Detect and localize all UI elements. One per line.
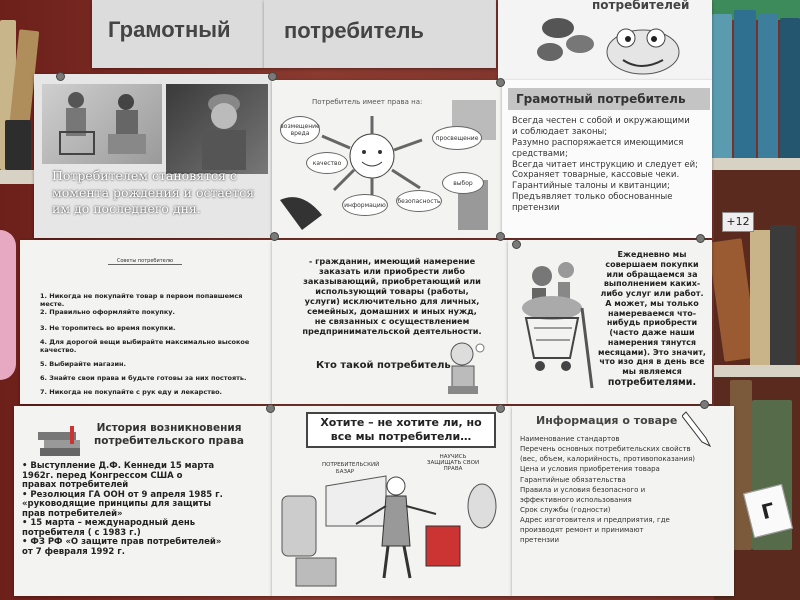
pin-4 [496, 232, 505, 241]
who-line-4: использующий товары (работы, [315, 286, 469, 296]
info-line-6: Правила и условия безопасного и [520, 485, 646, 494]
panel-cartoon [272, 406, 512, 596]
daily-line-3: или обращаемся за [606, 269, 698, 279]
advice-item-1: 1. Никогда не покупайте товар в первом попавшемся месте. [40, 292, 243, 308]
pin-8 [496, 404, 505, 413]
history-lines [22, 462, 223, 557]
daily-lines [596, 250, 708, 388]
history-line-6: прав потребителей» [22, 508, 123, 519]
bubble-education: просвещение [432, 126, 482, 150]
who-line-8: предпринимательской деятельности. [302, 326, 482, 336]
advice-item-7: 7. Никогда не покупайте с рук еду и лекарство. [40, 388, 223, 396]
panel-advice [20, 240, 272, 404]
cartoon-title-line-1: Хотите – не хотите ли, но [320, 416, 482, 429]
daily-line-5: либо услуг или работ. [600, 289, 704, 298]
advice-item-2: 2. Правильно оформляйте покупку. [40, 308, 175, 316]
pin-1 [56, 72, 65, 81]
info-line-7: эффективного использования [520, 495, 632, 504]
panel-rules [502, 80, 712, 238]
cartoon-sign-rights: НАУЧИСЬ ЗАЩИЩАТЬ СВОИ ПРАВА [426, 454, 480, 473]
who-line-2: заказать или приобрести либо [318, 266, 465, 276]
daily-line-6: А может, мы только [605, 298, 699, 308]
left-book-3 [5, 120, 31, 170]
who-lines [294, 256, 490, 336]
history-line-7: • 15 марта – международный день [22, 518, 196, 529]
history-line-9: • ФЗ РФ «О защите прав потребителей» [22, 537, 222, 548]
pin-5 [270, 232, 279, 241]
rules-line-6: Сохраняет товарные, кассовые чеки. [512, 170, 680, 181]
header-banner-right [264, 0, 496, 68]
daily-line-9: (часто даже наши [609, 328, 695, 337]
rights-title: Потребитель имеет права на: [312, 98, 423, 106]
cartoon-sign-bazaar: ПОТРЕБИТЕЛЬСКИЙ БАЗАР [322, 462, 380, 476]
right-shelf-top [710, 158, 800, 170]
right-book-6 [750, 230, 772, 370]
history-line-2: 1962г. перед Конгрессом США о [22, 470, 183, 481]
rules-line-9: претензии [512, 203, 560, 213]
right-shelf-bottom [714, 365, 800, 377]
who-line-6: семейных, домашних и иных нужд, [307, 306, 477, 316]
cartoon-title [306, 412, 496, 448]
panel-rights [272, 80, 502, 238]
pin-10 [696, 234, 705, 243]
cartoon-illustration [276, 466, 508, 592]
pin-6 [512, 240, 521, 249]
history-line-10: от 7 февраля 1992 г. [22, 546, 125, 557]
cartoon-title-line-2: все мы потребители… [330, 429, 472, 443]
rules-line-1: Всегда честен с собой и окружающими [512, 116, 690, 126]
pin-7 [266, 404, 275, 413]
who-line-7: не связанных с осуществлением [314, 316, 470, 326]
rules-line-4: средствами; [512, 148, 568, 159]
right-book-2 [734, 10, 756, 160]
daily-line-7: намереваемся что- [607, 308, 697, 318]
history-title-line-2: потребительского права [94, 434, 244, 447]
info-line-2: Перечень основных потребительских свойств [520, 445, 691, 454]
pin-9 [700, 400, 709, 409]
info-line-10: производят ремонт и принимают [520, 526, 644, 535]
photo-elderly-figure [184, 90, 264, 170]
info-line-11: претензии [520, 536, 560, 545]
right-book-7 [770, 225, 796, 375]
header-banner-left [92, 0, 264, 68]
pin-2 [268, 72, 277, 81]
daily-line-10: намерения тянутся [607, 337, 697, 347]
birth-text-line-3: им до последнего дня. [52, 201, 201, 216]
rules-line-5: Всегда читает инструкцию и следует ей; [512, 159, 698, 170]
daily-line-2: совершаем покупки [605, 259, 699, 269]
thinking-person-icon [440, 340, 490, 396]
panel-daily [508, 240, 712, 404]
flowers-frog-illustration [528, 8, 698, 78]
info-line-1: Наименование стандартов [520, 435, 620, 443]
who-line-5: услуги) исключительно для личных, [304, 296, 480, 306]
header-title-corner: потребителей [592, 0, 690, 12]
pink-object [0, 230, 16, 380]
info-line-3: (вес, объем, калорийность, противопоказания) [520, 455, 696, 464]
rules-line-3: Разумно распоряжается имеющимися [512, 137, 684, 148]
advice-header: Советы потребителю [108, 258, 182, 265]
history-line-3: правах потребителей [22, 480, 129, 491]
rules-line-2: и соблюдает законы; [512, 126, 608, 137]
bubble-compensation: возмещение вреда [280, 116, 320, 144]
panel-info [512, 406, 734, 596]
shopping-cart-illustration [512, 248, 602, 398]
rules-title: Грамотный потребитель [508, 88, 710, 110]
daily-line-12: что изо дня в день все [599, 357, 705, 367]
birth-text-line-1: Потребителем становятся с [52, 168, 237, 183]
info-title: Информация о товаре [536, 414, 678, 427]
birth-text-line-2: момента рождения и остается [52, 184, 255, 200]
daily-line-4: выполнением каких- [603, 279, 701, 289]
right-book-4 [780, 18, 800, 160]
header-banner-corner [498, 0, 712, 80]
advice-item-6: 6. Знайте свои права и будьте готовы за них постоять. [40, 374, 247, 382]
history-line-5: «руководящие принципы для защиты [22, 499, 212, 510]
rules-line-8: Предъявляет только обоснованные [512, 192, 673, 203]
history-line-4: • Резолюция ГА ООН от 9 апреля 1985 г. [22, 489, 223, 500]
who-line-1: - гражданин, имеющий намерение [308, 256, 476, 266]
advice-item-4: 4. Для дорогой вещи выбирайте максимально высокое качество. [40, 338, 250, 354]
header-title-left: Грамотный [108, 17, 231, 42]
history-line-1: • Выступление Д.Ф. Кеннеди 15 марта [22, 461, 215, 471]
daily-line-14: потребителями. [607, 376, 697, 388]
info-line-8: Срок службы (годности) [520, 505, 611, 514]
who-question: Кто такой потребитель [316, 360, 451, 371]
advice-item-3: 3. Не торопитесь во время покупки. [40, 324, 176, 332]
bubble-information: информацию [342, 194, 388, 216]
panel-who [272, 240, 508, 404]
history-title-line-1: История возникновения [96, 422, 242, 434]
history-title [80, 422, 258, 447]
rules-line-7: Гарантийные талоны и квитанции; [512, 181, 670, 192]
daily-line-11: месяцами). Это значит, [598, 347, 706, 357]
pin-3 [496, 78, 505, 87]
info-line-4: Цена и условия приобретения товара [520, 465, 660, 474]
panel-birth [34, 74, 272, 238]
history-line-8: потребителя ( с 1983 г.) [22, 527, 141, 538]
panel-history [14, 406, 272, 596]
birth-text [52, 168, 272, 218]
right-book-1 [712, 14, 732, 159]
shelf-badge: +12 [722, 212, 754, 232]
info-line-9: Адрес изготовителя и предприятия, где [520, 516, 670, 525]
bubble-choice: выбор [442, 172, 484, 194]
advice-item-5: 5. Выбирайте магазин. [40, 360, 126, 368]
rules-lines [512, 116, 698, 214]
right-book-3 [758, 14, 778, 160]
bubble-safety: безопасность [396, 190, 442, 212]
header-title-right: потребитель [284, 18, 424, 43]
daily-line-8: нибудь приобрести [606, 318, 698, 328]
daily-line-1: Ежедневно мы [617, 250, 687, 259]
photo-children-figures [48, 88, 158, 162]
shelf-letter-card: Г [743, 484, 793, 538]
daily-line-13: мы являемся [622, 367, 682, 376]
info-line-5: Гарантийные обязательства [520, 475, 626, 484]
bubble-quality: качество [306, 152, 348, 174]
who-line-3: заказывающий, приобретающий или [303, 276, 481, 286]
info-lines [520, 434, 726, 546]
